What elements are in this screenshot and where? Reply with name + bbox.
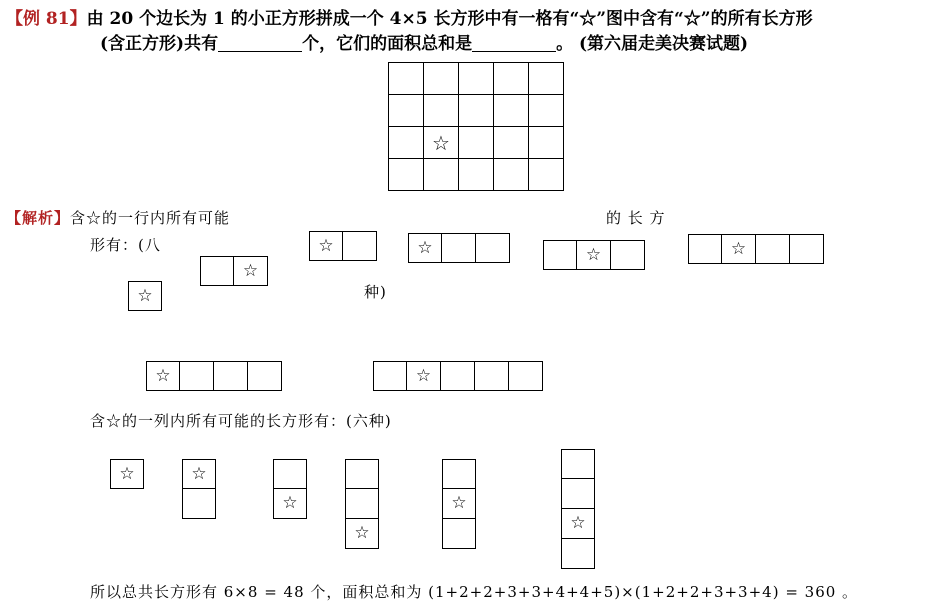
- grid-cell: [529, 127, 564, 159]
- row-rectangle: [688, 234, 824, 264]
- answer-blank-count: [218, 33, 302, 52]
- empty-cell: [509, 361, 543, 391]
- question-text: 由 20 个边长为 1 的小正方形拼成一个 4×5 长方形中有一格有“☆”图中含有“☆”的所有长方形: [86, 9, 813, 29]
- empty-cell: [561, 539, 595, 569]
- question-line-1: [6, 4, 813, 29]
- grid-cell: [424, 63, 459, 95]
- star-cell: ☆: [407, 361, 441, 391]
- grid-row: [389, 95, 564, 127]
- empty-cell: [273, 459, 307, 489]
- grid-cell: [494, 159, 529, 191]
- question-source: 。 (第六届走美决赛试题): [556, 34, 749, 54]
- star-cell: ☆: [128, 281, 162, 311]
- row-rectangle: [200, 256, 268, 286]
- star-cell: ☆: [273, 489, 307, 519]
- col-intro: 含☆的一列内所有可能的长方形有：(六种): [90, 412, 392, 430]
- empty-cell: [611, 240, 645, 270]
- column-rectangle: [561, 449, 595, 569]
- grid-cell: [424, 95, 459, 127]
- grid-cell: [459, 159, 494, 191]
- row-rectangle: [146, 361, 282, 391]
- empty-cell: [790, 234, 824, 264]
- star-cell: ☆: [408, 233, 442, 263]
- row-rectangle: [373, 361, 543, 391]
- empty-cell: [343, 231, 377, 261]
- column-rectangle: [182, 459, 216, 519]
- grid-cell: [459, 95, 494, 127]
- grid-row: [389, 127, 564, 159]
- empty-cell: [248, 361, 282, 391]
- empty-cell: [345, 459, 379, 489]
- grid-cell: [424, 159, 459, 191]
- empty-cell: [561, 449, 595, 479]
- star-cell: ☆: [722, 234, 756, 264]
- star-cell: ☆: [146, 361, 180, 391]
- star-cell: ☆: [442, 489, 476, 519]
- empty-cell: [475, 361, 509, 391]
- row-rectangle: [408, 233, 510, 263]
- empty-cell: [345, 489, 379, 519]
- empty-cell: [442, 519, 476, 549]
- grid-row: [389, 63, 564, 95]
- grid-cell: [494, 127, 529, 159]
- answer-blank-area: [472, 33, 556, 52]
- empty-cell: [182, 489, 216, 519]
- grid-cell: [459, 63, 494, 95]
- column-rectangle: [442, 459, 476, 549]
- star-cell: ☆: [309, 231, 343, 261]
- grid-cell: [389, 95, 424, 127]
- grid-cell: [389, 63, 424, 95]
- empty-cell: [200, 256, 234, 286]
- empty-cell: [373, 361, 407, 391]
- row-rectangle: [543, 240, 645, 270]
- column-rectangle: [110, 459, 144, 489]
- empty-cell: [180, 361, 214, 391]
- row-intro-c: 形有：(八: [90, 236, 161, 254]
- grid-cell: [529, 63, 564, 95]
- grid-cell: [529, 159, 564, 191]
- empty-cell: [441, 361, 475, 391]
- grid-cell: [494, 95, 529, 127]
- row-intro-b: 的 长 方: [606, 209, 666, 227]
- question-line-2: [100, 29, 748, 54]
- solution-line-1: [6, 207, 230, 228]
- row-intro-d: 种): [364, 283, 387, 301]
- grid-cell: [494, 63, 529, 95]
- question-text-a: (含正方形)共有: [100, 34, 219, 54]
- empty-cell: [561, 479, 595, 509]
- main-grid: [388, 62, 564, 191]
- row-intro-a: 含☆的一行内所有可能: [70, 209, 231, 227]
- grid-row: [389, 159, 564, 191]
- star-cell: ☆: [561, 509, 595, 539]
- star-cell: ☆: [577, 240, 611, 270]
- grid-cell: [389, 159, 424, 191]
- star-cell: ☆: [110, 459, 144, 489]
- grid-cell: [459, 127, 494, 159]
- row-rectangle: [309, 231, 377, 261]
- row-rectangle: [128, 281, 162, 311]
- empty-cell: [756, 234, 790, 264]
- column-rectangle: [345, 459, 379, 549]
- empty-cell: [476, 233, 510, 263]
- empty-cell: [442, 459, 476, 489]
- solution-label: 【解析】: [6, 209, 71, 227]
- grid-cell: [529, 95, 564, 127]
- question-text-b: 个，它们的面积总和是: [302, 34, 473, 54]
- grid-cell: [389, 127, 424, 159]
- star-cell: ☆: [182, 459, 216, 489]
- example-tag: 【例 81】: [6, 9, 87, 29]
- empty-cell: [688, 234, 722, 264]
- star-cell: ☆: [424, 127, 459, 159]
- star-cell: ☆: [345, 519, 379, 549]
- column-rectangle: [273, 459, 307, 519]
- empty-cell: [442, 233, 476, 263]
- empty-cell: [543, 240, 577, 270]
- empty-cell: [214, 361, 248, 391]
- conclusion: 所以总共长方形有 6×8 = 48 个，面积总和为 (1+2+2+3+3+4+4+5)×(1+2+2+3+3+4) = 360 。: [90, 583, 859, 601]
- star-cell: ☆: [234, 256, 268, 286]
